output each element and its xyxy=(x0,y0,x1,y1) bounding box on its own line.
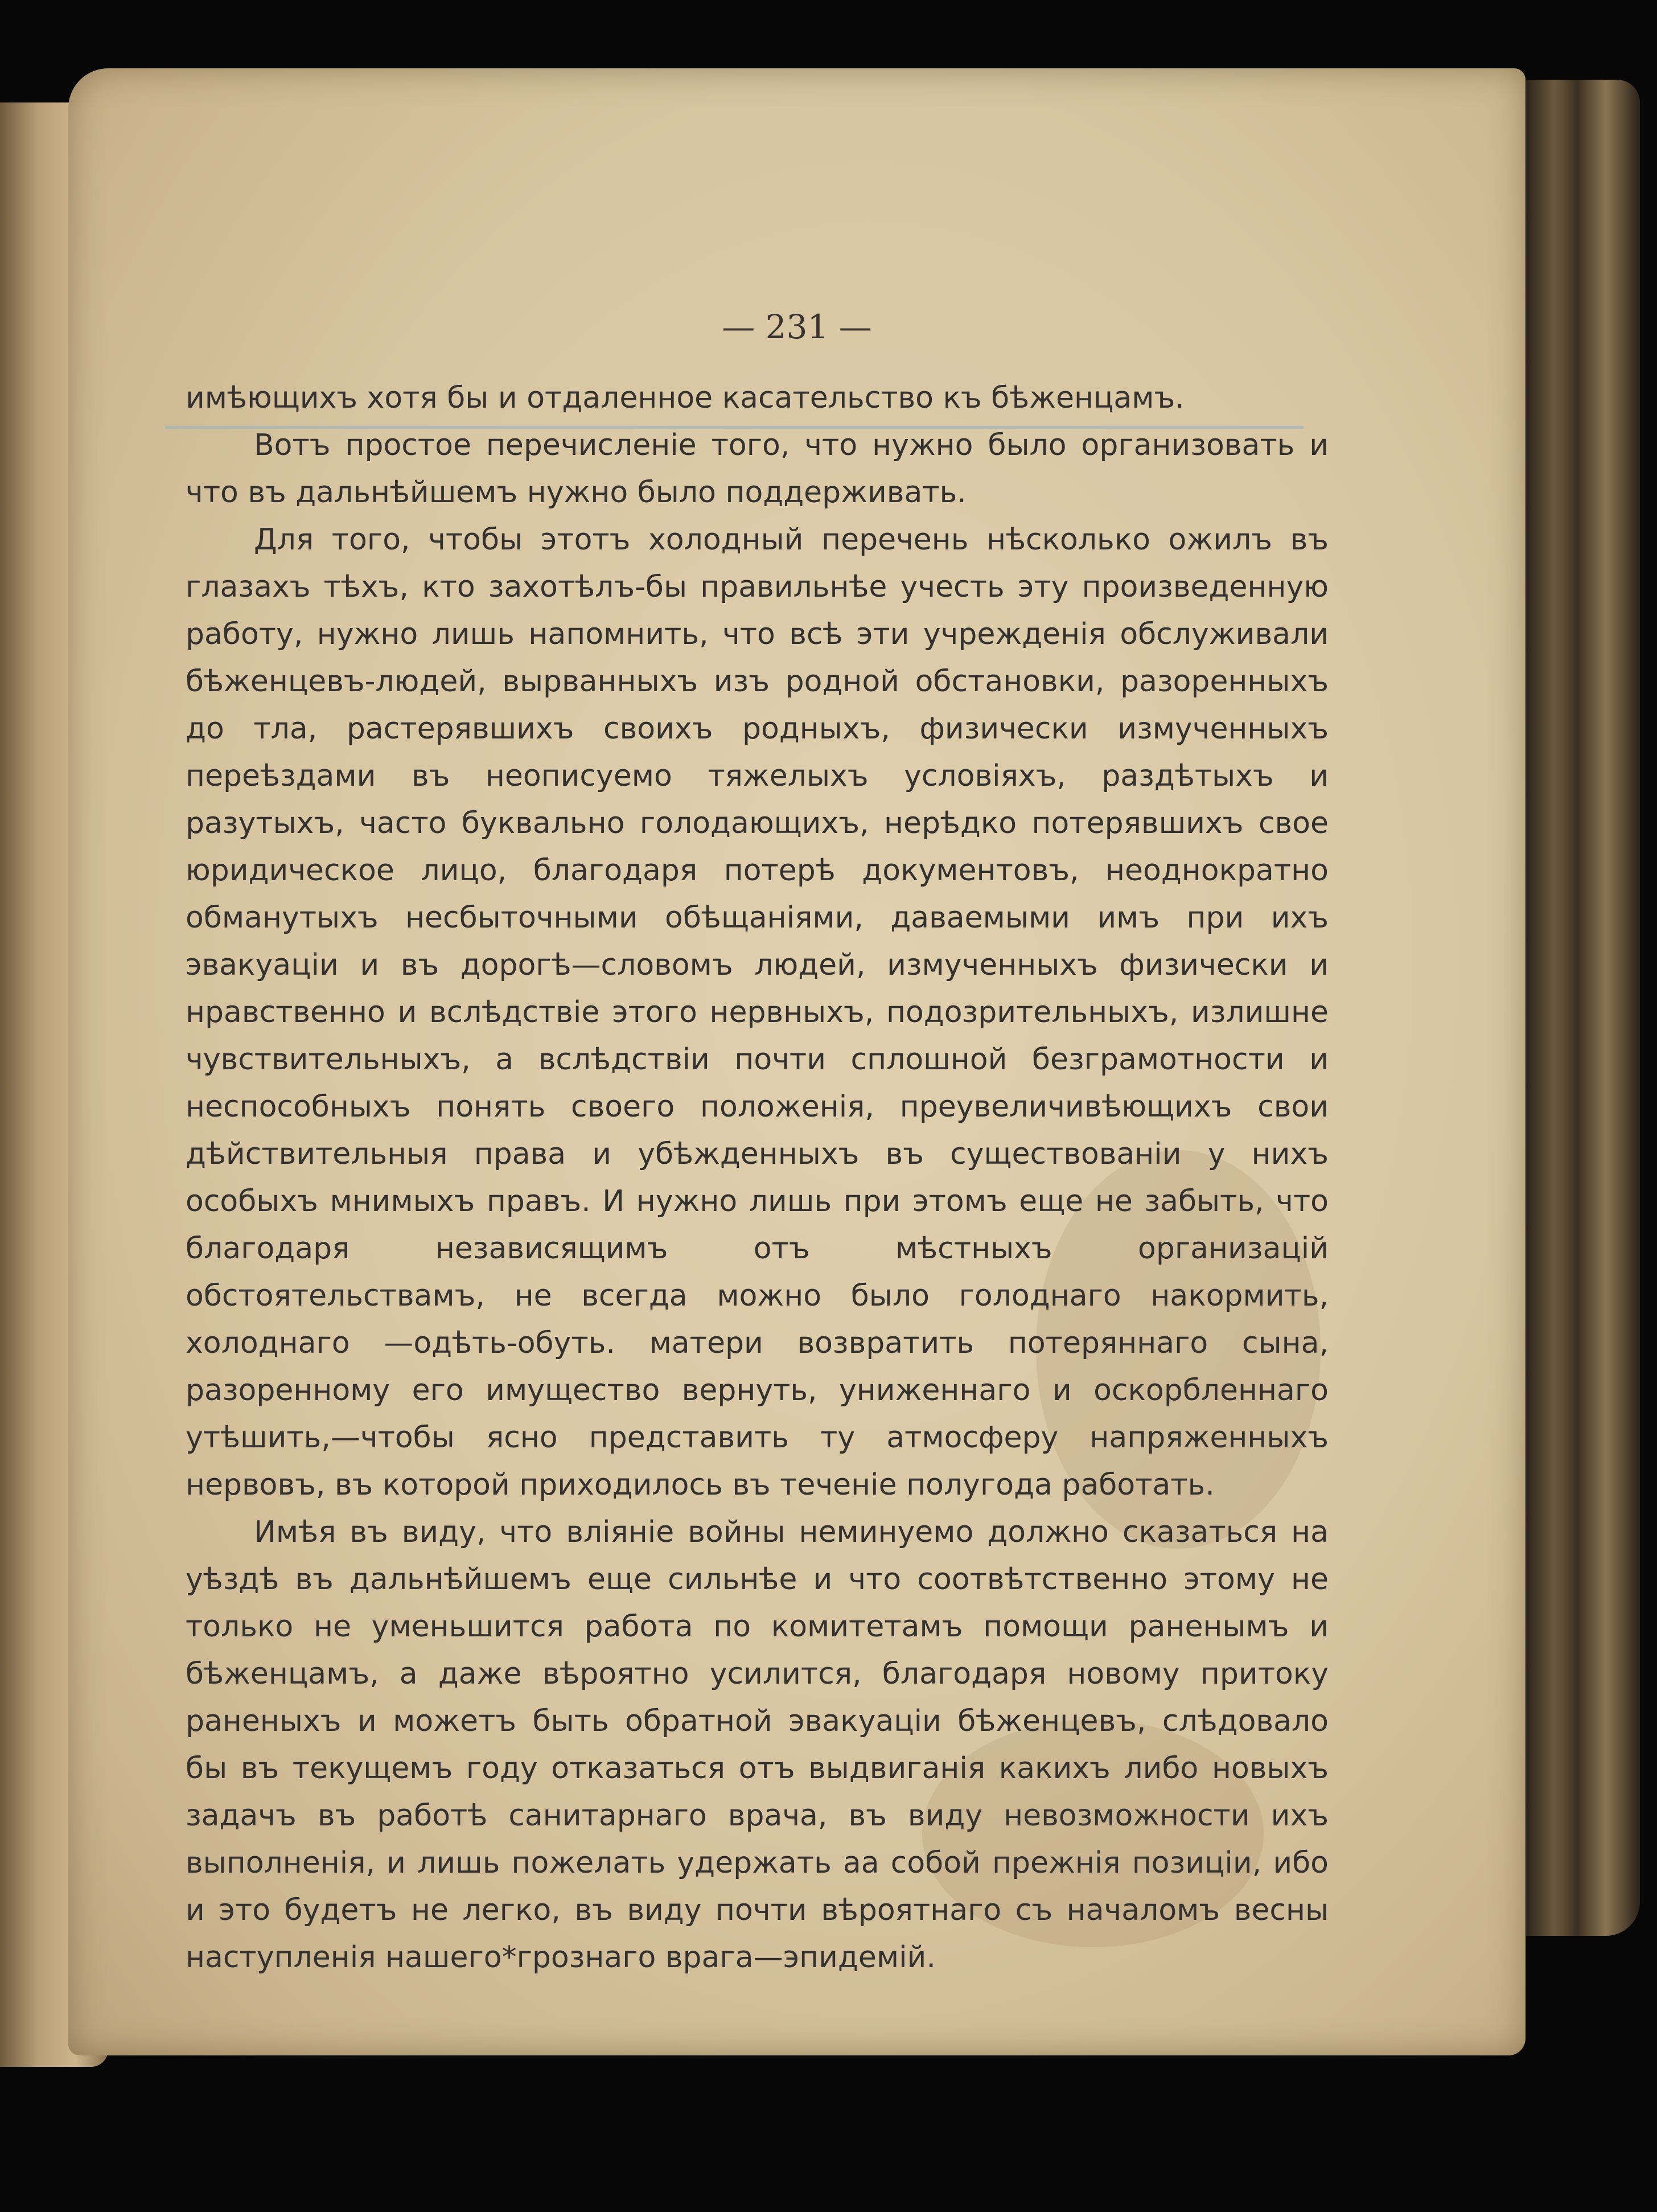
page-number: — 231 — xyxy=(722,307,872,346)
paragraph: Вотъ простое перечисленіе того, что нужно было организовать и что въ дальнѣйшемъ нужно было поддерживать. xyxy=(186,428,1329,510)
paragraph-continuation: имѣющихъ хотя бы и отдаленное касательство къ бѣженцамъ. xyxy=(186,381,1185,415)
paragraph: Имѣя въ виду, что вліяніе войны неминуемо должно сказаться на уѣздѣ въ дальнѣйшемъ еще сильнѣе и что соотвѣтственно этому не только не уменьшится работа по комитетамъ помощи раненымъ и бѣженцамъ, а даже вѣроятно усилится, благодаря новому притоку раненыхъ и можетъ быть обратной эвакуаціи бѣженцевъ, слѣдовало бы въ текущемъ году отказаться отъ выдвиганія какихъ либо новыхъ задачъ въ работѣ санитарнаго врача, въ виду невозможности ихъ выполненія, и лишь пожелать удержать аа собой прежнія позиціи, ибо и это будетъ не легко, въ виду почти вѣроятнаго съ началомъ весны наступленія нашего*грознаго врага—эпидемій. xyxy=(186,1515,1329,1975)
paragraph: Для того, чтобы этотъ холодный перечень нѣсколько ожилъ въ глазахъ тѣхъ, кто захотѣлъ-бы правильнѣе учесть эту произведенную работу, нужно лишь напомнить, что всѣ эти учрежденія обслуживали бѣженцевъ-людей, вырванныхъ изъ родной обстановки, разоренныхъ до тла, растерявшихъ своихъ родныхъ, физически измученныхъ переѣздами въ неописуемо тяжелыхъ условіяхъ, раздѣтыхъ и разутыхъ, часто буквально голодающихъ, нерѣдко потерявшихъ свое юридическое лицо, благодаря потерѣ документовъ, неоднократно обманутыхъ несбыточными обѣщаніями, даваемыми имъ при ихъ эвакуаціи и въ дорогѣ—словомъ людей, измученныхъ физически и нравственно и вслѣдствіе этого нервныхъ, подозрительныхъ, излишне чувствительныхъ, а вслѣдствіи почти сплошной безграмотности и неспособныхъ понять своего положенія, преувеличивѣющихъ свои дѣйствительныя права и убѣжденныхъ въ существованіи у нихъ особыхъ мнимыхъ правъ. И нужно лишь при этомъ еще не забыть, что благодаря независящимъ отъ мѣстныхъ организацій обстоятельствамъ, не всегда можно было голоднаго накормить, холоднаго —одѣть-обуть. матери возвратить потеряннаго сына, разоренному его имущество вернуть, униженнаго и оскорбленнаго утѣшить,—чтобы ясно представить ту атмосферу напряженныхъ нервовъ, въ которой приходилось въ теченіе полугода работать. xyxy=(186,523,1329,1502)
page-body-text xyxy=(186,375,1329,1981)
page-stack-edges xyxy=(1526,80,1640,1936)
book-page xyxy=(68,68,1526,2055)
